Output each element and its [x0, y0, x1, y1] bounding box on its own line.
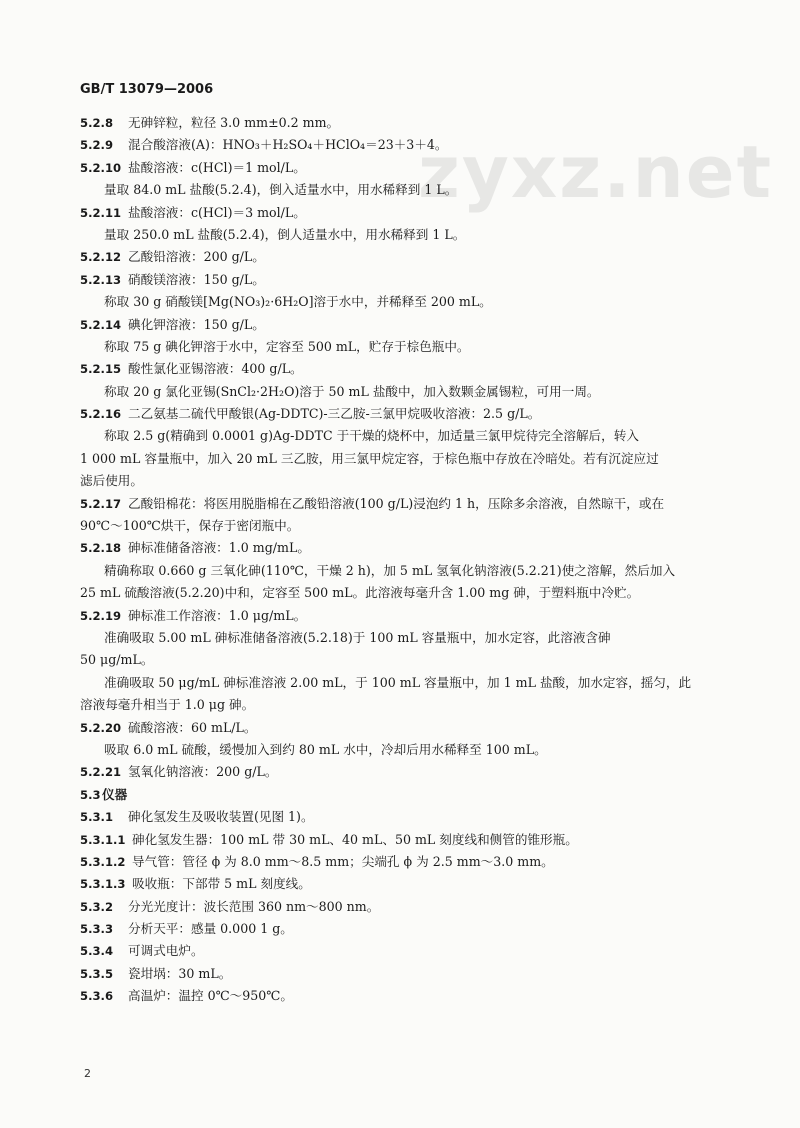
document-body — [80, 112, 720, 1008]
clause-text: 氢氧化钠溶液：200 g/L。 — [128, 764, 278, 780]
clause-number: 5.2.14 — [80, 317, 122, 332]
clause-number: 5.2.11 — [80, 205, 122, 220]
continuation-line: 溶液每毫升相当于 1.0 μg 砷。 — [80, 697, 255, 713]
clause-text: 仪器 — [102, 786, 128, 802]
continuation-line: 90℃～100℃烘干，保存于密闭瓶中。 — [80, 518, 300, 534]
clause-line — [80, 985, 720, 1007]
clause-line — [80, 112, 720, 134]
clause-text: 二乙氨基二硫代甲酸银(Ag-DDTC)-三乙胺-三氯甲烷吸收溶液：2.5 g/L。 — [128, 406, 541, 422]
clause-number: 5.3.1.1 — [80, 832, 126, 847]
clause-line — [80, 358, 720, 380]
clause-line — [80, 314, 720, 336]
paragraph-line: 准确吸取 50 μg/mL 砷标准溶液 2.00 mL，于 100 mL 容量瓶中，加 1 mL 盐酸，加水定容，摇匀，此 — [104, 674, 692, 690]
clause-number: 5.2.17 — [80, 496, 122, 511]
clause-text: 吸收瓶：下部带 5 mL 刻度线。 — [132, 876, 311, 892]
clause-line — [80, 403, 720, 425]
paragraph-line: 精确称取 0.660 g 三氧化砷(110℃，干燥 2 h)，加 5 mL 氢氧化钠溶液(5.2.21)使之溶解，然后加入 — [104, 562, 676, 578]
clause-number: 5.2.12 — [80, 250, 122, 265]
clause-text: 碘化钾溶液：150 g/L。 — [128, 316, 265, 332]
continuation-line: 25 mL 硫酸溶液(5.2.20)中和，定容至 500 mL。此溶液每毫升含 1.00 mg 砷，于塑料瓶中冷贮。 — [80, 585, 640, 601]
clause-number: 5.3.1 — [80, 810, 114, 825]
clause-number: 5.3 — [80, 787, 101, 802]
clause-number: 5.2.18 — [80, 541, 122, 556]
page-number: 2 — [84, 1067, 91, 1080]
clause-text: 分析天平：感量 0.000 1 g。 — [128, 921, 293, 937]
clause-line — [80, 896, 720, 918]
clause-number: 5.3.5 — [80, 966, 114, 981]
clause-text: 硝酸镁溶液：150 g/L。 — [128, 271, 265, 287]
clause-line — [80, 918, 720, 940]
clause-text: 盐酸溶液：c(HCl)＝1 mol/L。 — [128, 159, 306, 175]
clause-number: 5.3.6 — [80, 989, 114, 1004]
continuation-line: 1 000 mL 容量瓶中，加入 20 mL 三乙胺，用三氯甲烷定容，于棕色瓶中存放在冷暗处。若有沉淀应过 — [80, 450, 659, 466]
clause-text: 混合酸溶液(A)：HNO₃＋H₂SO₄＋HClO₄＝23＋3＋4。 — [128, 137, 448, 153]
clause-line — [80, 134, 720, 156]
clause-line — [80, 851, 720, 873]
clause-text: 砷化氢发生及吸收装置(见图 1)。 — [128, 809, 314, 825]
clause-number: 5.2.13 — [80, 272, 122, 287]
standard-number: GB/T 13079—2006 — [80, 82, 214, 97]
clause-line — [80, 246, 720, 268]
clause-line — [80, 784, 720, 806]
clause-text: 砷标准工作溶液：1.0 μg/mL。 — [128, 607, 307, 623]
clause-number: 5.3.2 — [80, 899, 114, 914]
continuation-line: 滤后使用。 — [80, 473, 143, 489]
clause-text: 硫酸溶液：60 mL/L。 — [128, 719, 257, 735]
continuation-line: 50 μg/mL。 — [80, 652, 154, 668]
clause-line — [80, 806, 720, 828]
clause-text: 砷化氢发生器：100 mL 带 30 mL、40 mL、50 mL 刻度线和侧管的锥形瓶。 — [132, 831, 578, 847]
paragraph-line: 称取 2.5 g(精确到 0.0001 g)Ag-DDTC 于干燥的烧杯中，加适量三氯甲烷待完全溶解后，转入 — [104, 428, 639, 444]
clause-number: 5.2.19 — [80, 608, 122, 623]
paragraph-line: 称取 75 g 碘化钾溶于水中，定容至 500 mL，贮存于棕色瓶中。 — [104, 338, 470, 354]
clause-line — [80, 829, 720, 851]
paragraph-line: 称取 30 g 硝酸镁[Mg(NO₃)₂·6H₂O]溶于水中，并稀释至 200 mL。 — [104, 294, 492, 310]
clause-text: 砷标准储备溶液：1.0 mg/mL。 — [128, 540, 310, 556]
clause-number: 5.2.9 — [80, 138, 114, 153]
clause-line — [80, 605, 720, 627]
clause-line — [80, 157, 720, 179]
clause-number: 5.3.1.3 — [80, 877, 126, 892]
clause-number: 5.3.1.2 — [80, 854, 126, 869]
clause-line — [80, 202, 720, 224]
clause-text: 盐酸溶液：c(HCl)＝3 mol/L。 — [128, 204, 306, 220]
watermark: zyxz.net — [418, 130, 774, 214]
clause-text: 瓷坩埚：30 mL。 — [128, 965, 232, 981]
clause-number: 5.2.16 — [80, 407, 122, 422]
clause-line — [80, 963, 720, 985]
clause-number: 5.2.8 — [80, 116, 114, 130]
clause-line — [80, 493, 720, 515]
clause-text: 乙酸铅溶液：200 g/L。 — [128, 249, 265, 265]
clause-line — [80, 873, 720, 895]
paragraph-line: 量取 250.0 mL 盐酸(5.2.4)，倒人适量水中，用水稀释到 1 L。 — [104, 226, 466, 242]
paragraph-line: 量取 84.0 mL 盐酸(5.2.4)，倒入适量水中，用水稀释到 1 L。 — [104, 182, 458, 198]
clause-number: 5.3.3 — [80, 922, 114, 937]
clause-text: 可调式电炉。 — [128, 943, 204, 959]
clause-text: 高温炉：温控 0℃～950℃。 — [128, 988, 293, 1004]
clause-line — [80, 537, 720, 559]
paragraph-line: 吸取 6.0 mL 硫酸，缓慢加入到约 80 mL 水中，冷却后用水稀释至 100 mL。 — [104, 741, 547, 757]
clause-number: 5.2.10 — [80, 160, 122, 175]
clause-line — [80, 717, 720, 739]
clause-text: 酸性氯化亚锡溶液：400 g/L。 — [128, 361, 303, 377]
clause-number: 5.2.15 — [80, 362, 122, 377]
clause-text: 无砷锌粒，粒径 3.0 mm±0.2 mm。 — [128, 115, 340, 130]
paragraph-line: 准确吸取 5.00 mL 砷标准储备溶液(5.2.18)于 100 mL 容量瓶中，加水定容，此溶液含砷 — [104, 629, 611, 645]
clause-number: 5.2.21 — [80, 765, 122, 780]
clause-number: 5.3.4 — [80, 944, 114, 959]
clause-text: 分光光度计：波长范围 360 nm～800 nm。 — [128, 898, 380, 914]
clause-line — [80, 761, 720, 783]
clause-number: 5.2.20 — [80, 720, 122, 735]
paragraph-line: 称取 20 g 氯化亚锡(SnCl₂·2H₂O)溶于 50 mL 盐酸中，加入数颗金属锡粒，可用一周。 — [104, 383, 600, 399]
clause-line — [80, 269, 720, 291]
clause-text: 乙酸铅棉花：将医用脱脂棉在乙酸铅溶液(100 g/L)浸泡约 1 h，压除多余溶液，自然晾干，或在 — [128, 495, 665, 511]
clause-text: 导气管：管径 ϕ 为 8.0 mm～8.5 mm；尖端孔 ϕ 为 2.5 mm～3.0 mm。 — [132, 853, 554, 869]
clause-line — [80, 940, 720, 962]
